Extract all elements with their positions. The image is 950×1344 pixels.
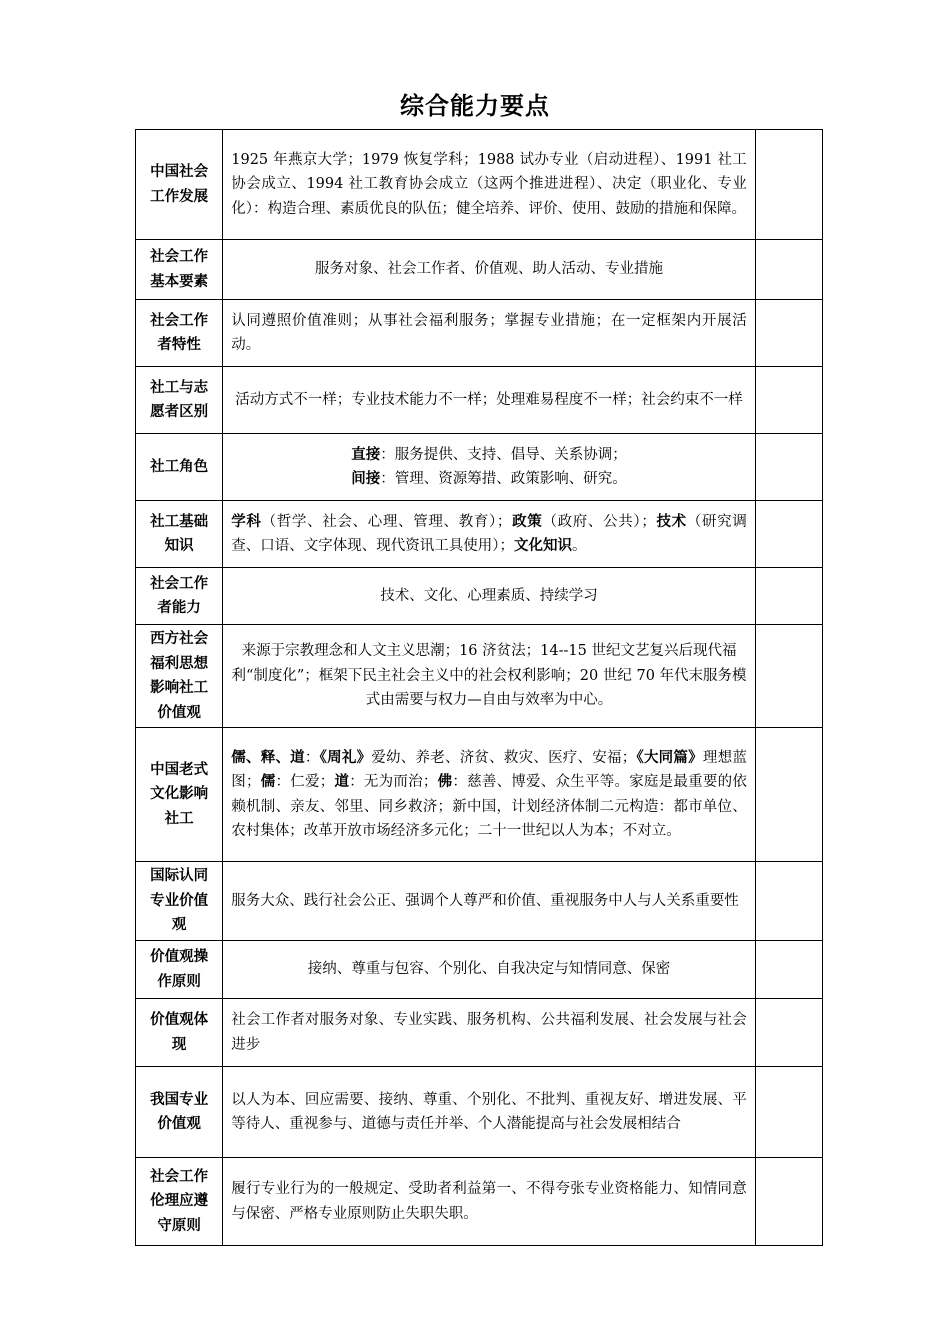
row-header: 社会工作者能力: [136, 568, 223, 625]
table-row: [136, 501, 823, 568]
row-header: 社工与志愿者区别: [136, 367, 223, 434]
row-header: 社会工作伦理应遵守原则: [136, 1158, 223, 1246]
row-content: [223, 728, 756, 862]
row-content: [223, 501, 756, 568]
culture-text: ：仁爱；: [275, 774, 335, 790]
row-content: 履行专业行为的一般规定、受助者利益第一、不得夸张专业资格能力、知情同意与保密、严格专业原则防止失职失职。: [223, 1158, 756, 1246]
row-content: 服务大众、践行社会公正、强调个人尊严和价值、重视服务中人与人关系重要性: [223, 862, 756, 941]
empty-cell: [755, 434, 822, 501]
empty-cell: [755, 501, 822, 568]
knowledge-policy: 政策: [511, 513, 543, 530]
knowledge-text: （哲学、社会、心理、管理、教育）；: [261, 513, 512, 530]
empty-cell: [755, 1067, 822, 1158]
knowledge-discipline: 学科: [231, 513, 262, 530]
empty-cell: [755, 999, 822, 1067]
knowledge-text: （政府、公共）；: [542, 513, 656, 530]
row-header: 价值观操作原则: [136, 941, 223, 999]
row-header: 社工基础知识: [136, 501, 223, 568]
culture-keyword: 儒: [260, 774, 276, 790]
row-header: 我国专业价值观: [136, 1067, 223, 1158]
empty-cell: [755, 300, 822, 367]
row-content: 社会工作者对服务对象、专业实践、服务机构、公共福利发展、社会发展与社会进步: [223, 999, 756, 1067]
table-row: [136, 300, 823, 367]
culture-keyword: 儒、释、道: [231, 749, 305, 766]
direct-label: 直接: [351, 446, 381, 463]
row-header: 国际认同专业价值观: [136, 862, 223, 941]
table-row: [136, 434, 823, 501]
row-header: 社会工作基本要素: [136, 240, 223, 300]
table-row: [136, 999, 823, 1067]
knowledge-culture: 文化知识: [514, 538, 572, 554]
table-row: [136, 728, 823, 862]
table-row: [136, 1067, 823, 1158]
row-content: 技术、文化、心理素质、持续学习: [223, 568, 756, 625]
knowledge-technique: 技术: [655, 513, 687, 530]
table-row: [136, 367, 823, 434]
table-row: [136, 941, 823, 999]
direct-line: [231, 443, 747, 468]
summary-table: [135, 129, 823, 1246]
empty-cell: [755, 130, 822, 240]
row-content: 1925 年燕京大学；1979 恢复学科；1988 试办专业（启动进程）、1991 社工协会成立、1994 社工教育协会成立（这两个推进进程）、决定（职业化、专业化）：构造合理、素质优良的队伍；健全培养、评价、使用、鼓励的措施和保障。: [223, 130, 756, 240]
empty-cell: [755, 1158, 822, 1246]
row-header: 西方社会福利思想影响社工价值观: [136, 625, 223, 728]
empty-cell: [755, 367, 822, 434]
table-row: [136, 862, 823, 941]
empty-cell: [755, 568, 822, 625]
row-content: 接纳、尊重与包容、个别化、自我决定与知情同意、保密: [223, 941, 756, 999]
culture-keyword: 道: [334, 774, 350, 790]
empty-cell: [755, 941, 822, 999]
row-content: 认同遵照价值准则；从事社会福利服务；掌握专业措施；在一定框架内开展活动。: [223, 300, 756, 367]
culture-text: ：慈善、博爱、众生平等。家庭是最重要的依赖机制、亲友、邻里、同乡救济；新中国，计划经济体制二元构造：都市单位、农村集体；改革开放市场经济多元化；二十一世纪以人为本；不对立。: [231, 774, 747, 839]
empty-cell: [755, 728, 822, 862]
row-content: 以人为本、回应需要、接纳、尊重、个别化、不批判、重视友好、增进发展、平等待人、重视参与、道德与责任并举、个人潜能提高与社会发展相结合: [223, 1067, 756, 1158]
row-header: 中国社会工作发展: [136, 130, 223, 240]
table-row: [136, 625, 823, 728]
indirect-text: ：管理、资源筹措、政策影响、研究。: [380, 471, 627, 487]
empty-cell: [755, 862, 822, 941]
row-header: 社会工作者特性: [136, 300, 223, 367]
culture-text: 理想蓝图；: [231, 749, 747, 790]
culture-keyword: 《周礼》: [319, 749, 372, 766]
culture-text: ：: [304, 749, 320, 766]
empty-cell: [755, 625, 822, 728]
row-content: [223, 434, 756, 501]
culture-keyword: 佛: [437, 774, 453, 790]
culture-text: ：无为而治；: [349, 774, 438, 790]
indirect-line: [231, 467, 747, 492]
knowledge-text: 。: [572, 538, 587, 554]
indirect-label: 间接: [351, 471, 381, 487]
page-title: 综合能力要点: [400, 92, 550, 120]
row-content: 活动方式不一样；专业技术能力不一样；处理难易程度不一样；社会约束不一样: [223, 367, 756, 434]
row-content: 来源于宗教理念和人文主义思潮；16 济贫法；14--15 世纪文艺复兴后现代福利“制度化”；框架下民主社会主义中的社会权利影响；20 世纪 70 年代末服务模式由需要与权力—自由与效率为中心。: [223, 625, 756, 728]
direct-text: ：服务提供、支持、倡导、关系协调；: [380, 446, 627, 463]
row-content: 服务对象、社会工作者、价值观、助人活动、专业措施: [223, 240, 756, 300]
table-row: [136, 568, 823, 625]
culture-text: 爱幼、养老、济贫、救灾、医疗、安福；: [371, 749, 637, 766]
row-header: 社工角色: [136, 434, 223, 501]
knowledge-text: （研究调查、口语、文字体现、现代资讯工具使用）；: [231, 513, 747, 554]
culture-keyword: 《大同篇》: [636, 749, 703, 766]
table-row: [136, 240, 823, 300]
row-header: 价值观体现: [136, 999, 223, 1067]
table-row: [136, 130, 823, 240]
table-row: [136, 1158, 823, 1246]
empty-cell: [755, 240, 822, 300]
row-header: 中国老式文化影响社工: [136, 728, 223, 862]
